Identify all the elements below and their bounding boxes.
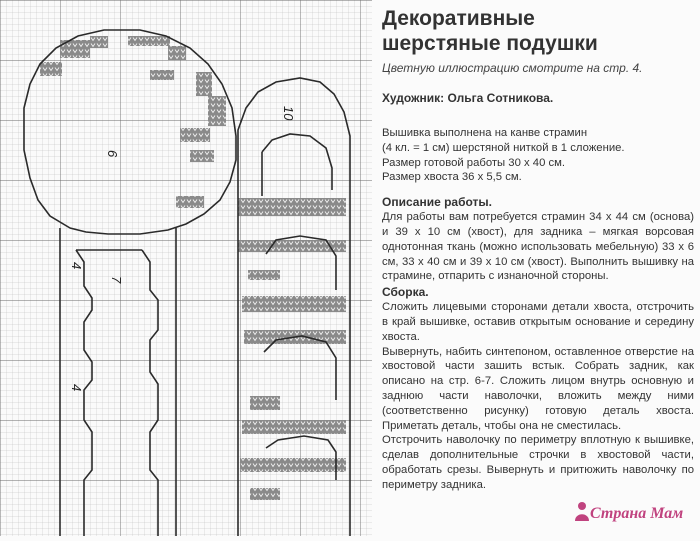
watermark-text: Страна Мам — [590, 505, 684, 522]
title-line-1: Декоративные — [382, 7, 535, 30]
chart-label-10: 10 — [281, 106, 296, 121]
article-subtitle: Цветную иллюстрацию смотрите на стр. 4. — [382, 61, 643, 75]
intro-line: (4 кл. = 1 см) шерстяной ниткой в 1 сложение. — [382, 141, 625, 154]
chart-label-4b: 4 — [69, 384, 84, 392]
description-text: Для работы вам потребуется страмин 34 x 44 см (основа) и 39 x 10 см (хвост), для задника – мягкая ворсовая однотонная ткань (можно использовать мебельную) 33 x 6 см, 33 x 40 см и 39 x 10 см (хвост). Выполнить вышивку на страмине, отпарить с изнаночной стороны. — [382, 211, 694, 283]
artist-credit: Художник: Ольга Сотникова. — [382, 91, 554, 105]
description-heading: Описание работы. — [382, 195, 492, 210]
intro-line: Размер хвоста 36 x 5,5 см. — [382, 171, 522, 184]
assembly-paragraph-2: Вывернуть, набить синтепоном, оставленное отверстие на хвостовой части зашить встык. Собрать задник, как описано на стр. 6-7. Сложить лицом внутрь основную и заднюю части наволочки, вложить между ними (соответственно рисунку) готовую деталь хвоста. Приметать деталь, чтобы она не сместилась. — [382, 345, 694, 432]
assembly-paragraph-3: Отстрочить наволочку по периметру вплотную к вышивке, сделав дополнительные строчки в хвостовой части, обработать срезы. Вывернуть и притюжить наволочку по периметру задника. — [382, 434, 694, 491]
intro-line: Размер готовой работы 30 x 40 см. — [382, 156, 566, 169]
article-column — [382, 6, 694, 493]
chart-label-6: 6 — [105, 150, 120, 158]
assembly-heading: Сборка. — [382, 285, 429, 300]
title-line-2: шерстяные подушки — [382, 32, 598, 55]
intro-block — [382, 126, 694, 185]
article-title — [382, 6, 694, 56]
intro-line: Вышивка выполнена на канве страмин — [382, 127, 588, 139]
chart-label-7: 7 — [109, 276, 124, 284]
chart-label-4a: 4 — [69, 262, 84, 270]
watermark-logo-icon — [572, 500, 592, 522]
assembly-paragraph-1: Сложить лицевыми сторонами детали хвоста, отстрочить в край вышивке, оставив открытым основание и середину хвоста. — [382, 301, 694, 343]
